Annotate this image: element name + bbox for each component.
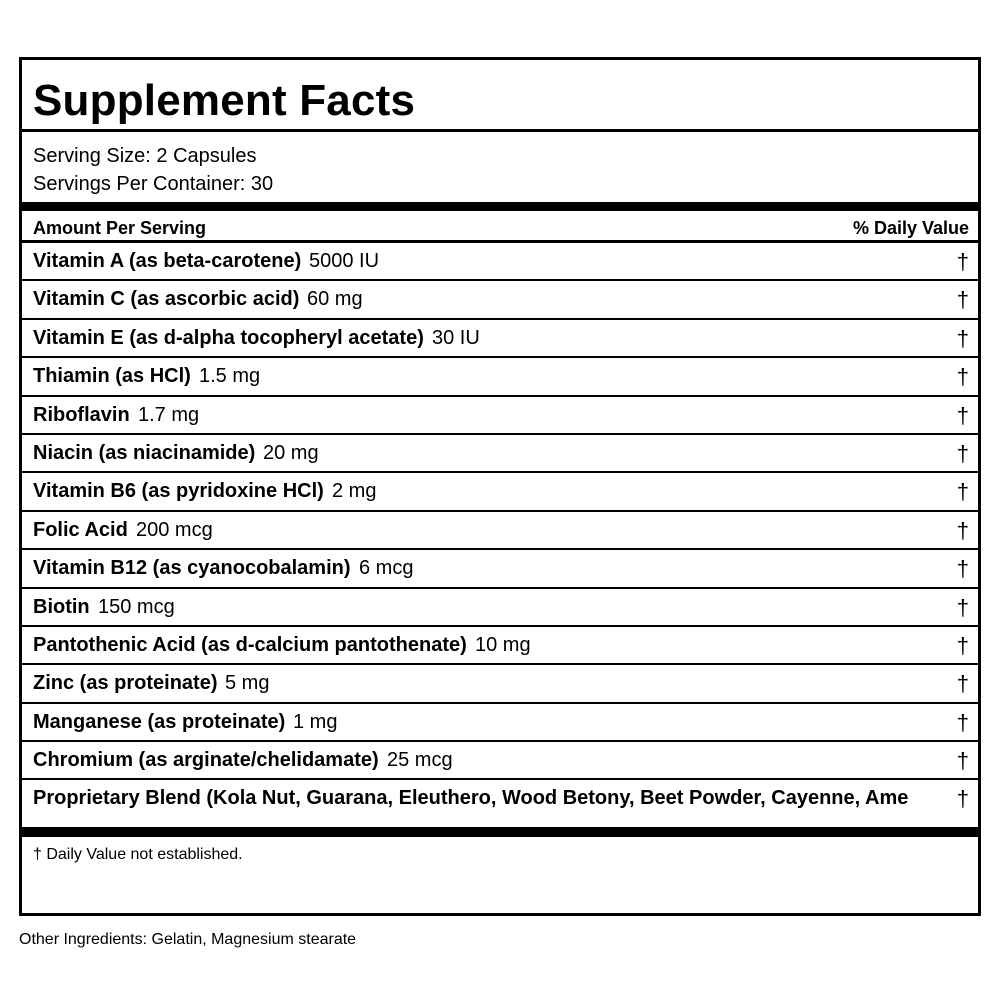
supplement-facts-panel — [19, 57, 981, 916]
daily-value-dagger: † — [956, 325, 969, 351]
nutrient-name: Riboflavin — [33, 403, 130, 426]
footnote: † Daily Value not established. — [33, 846, 243, 864]
nutrient-name: Vitamin B6 (as pyridoxine HCl) — [33, 480, 324, 503]
nutrient-row — [22, 473, 978, 511]
daily-value-dagger: † — [956, 671, 969, 697]
other-ingredients: Other Ingredients: Gelatin, Magnesium stearate — [19, 931, 357, 948]
nutrient-rows — [22, 243, 978, 780]
nutrient-amount: 1 mg — [293, 710, 338, 733]
nutrient-name: Zinc (as proteinate) — [33, 672, 218, 695]
serving-info — [22, 132, 978, 202]
nutrient-row — [22, 742, 978, 780]
daily-value-header: % Daily Value — [852, 217, 969, 238]
nutrient-row — [22, 243, 978, 281]
nutrient-amount: 1.7 mg — [138, 403, 200, 426]
nutrient-row — [22, 397, 978, 435]
proprietary-dagger: † — [956, 786, 969, 812]
nutrient-name: Chromium (as arginate/chelidamate) — [33, 749, 379, 772]
nutrient-row — [22, 550, 978, 588]
nutrient-name: Vitamin E (as d-alpha tocopheryl acetate) — [33, 326, 424, 349]
nutrient-row — [22, 704, 978, 742]
nutrient-amount: 10 mg — [475, 633, 531, 656]
nutrient-name: Vitamin B12 (as cyanocobalamin) — [33, 557, 351, 580]
serving-size: Serving Size: 2 Capsules — [33, 145, 257, 167]
nutrient-name: Folic Acid — [33, 518, 128, 541]
daily-value-dagger: † — [956, 709, 969, 735]
proprietary-blend-row — [22, 780, 978, 816]
daily-value-dagger: † — [956, 287, 969, 313]
panel-title: Supplement Facts — [22, 60, 978, 132]
nutrient-amount: 200 mcg — [136, 518, 213, 541]
nutrient-name: Niacin (as niacinamide) — [33, 441, 256, 464]
daily-value-dagger: † — [956, 402, 969, 428]
nutrient-row — [22, 627, 978, 665]
nutrient-amount: 1.5 mg — [199, 365, 261, 388]
nutrient-row — [22, 435, 978, 473]
daily-value-dagger: † — [956, 517, 969, 543]
nutrient-amount: 25 mcg — [387, 749, 453, 772]
nutrient-row — [22, 589, 978, 627]
column-header — [22, 211, 978, 243]
daily-value-dagger: † — [956, 594, 969, 620]
nutrient-name: Vitamin C (as ascorbic acid) — [33, 288, 300, 311]
nutrient-amount: 5000 IU — [309, 250, 380, 272]
nutrient-amount: 150 mcg — [98, 595, 175, 618]
daily-value-dagger: † — [956, 479, 969, 505]
servings-per-container: Servings Per Container: 30 — [33, 173, 274, 195]
nutrient-amount: 20 mg — [263, 441, 319, 464]
nutrient-name: Biotin — [33, 595, 90, 618]
nutrient-name: Thiamin (as HCl) — [33, 365, 191, 388]
thick-divider-bottom — [22, 827, 978, 837]
nutrient-amount: 5 mg — [225, 672, 270, 695]
daily-value-dagger: † — [956, 364, 969, 390]
thick-divider — [22, 202, 978, 211]
nutrient-amount: 30 IU — [432, 326, 480, 349]
nutrient-row — [22, 358, 978, 396]
nutrient-name: Pantothenic Acid (as d-calcium pantothenate) — [33, 633, 467, 656]
nutrient-row — [22, 281, 978, 319]
nutrient-amount: 60 mg — [307, 288, 363, 311]
amount-per-serving-header: Amount Per Serving — [33, 217, 207, 238]
daily-value-dagger: † — [956, 440, 969, 466]
daily-value-dagger: † — [956, 249, 969, 274]
nutrient-row — [22, 665, 978, 703]
daily-value-dagger: † — [956, 556, 969, 582]
nutrient-row — [22, 320, 978, 358]
nutrient-name: Vitamin A (as beta-carotene) — [33, 250, 302, 272]
nutrient-row — [22, 512, 978, 550]
proprietary-blend-text: Proprietary Blend (Kola Nut, Guarana, Eleuthero, Wood Betony, Beet Powder, Cayenne, Ame — [33, 787, 909, 810]
daily-value-dagger: † — [956, 632, 969, 658]
nutrient-amount: 2 mg — [332, 480, 377, 503]
nutrient-amount: 6 mcg — [359, 557, 414, 580]
daily-value-dagger: † — [956, 748, 969, 774]
nutrient-name: Manganese (as proteinate) — [33, 710, 286, 733]
